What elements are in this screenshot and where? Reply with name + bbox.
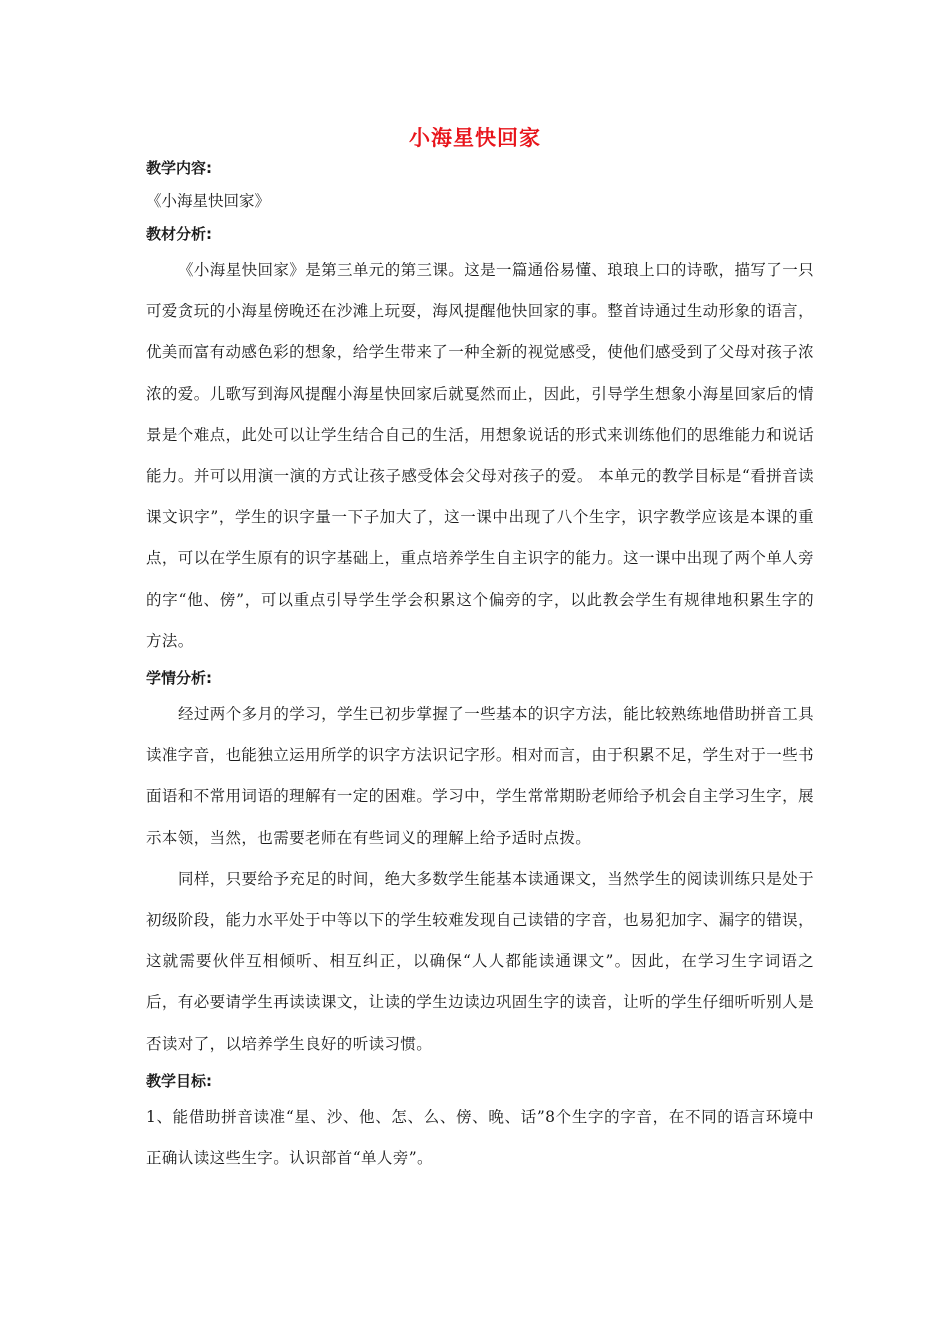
document-title: 小海星快回家 [409, 126, 541, 150]
section-text: 《小海星快回家》 [146, 192, 271, 210]
section-student-analysis [146, 662, 814, 1065]
section-heading: 学情分析: [146, 669, 212, 688]
section-paragraph: 同样，只要给予充足的时间，绝大多数学生能基本读通课文，当然学生的阅读训练只是处于初级阶段，能力水平处于中等以下的学生较难发现自己读错的字音，也易犯加字、漏字的错误，这就需要伙伴互相倾听、相互纠正，以确保“人人都能读通课文”。因此，在学习生字词语之后，有必要请学生再读读课文，让读的学生边读边巩固生字的读音，让听的学生仔细听听别人是否读对了，以培养学生良好的听读习惯。 [146, 869, 815, 1053]
section-material-analysis [146, 218, 814, 662]
goal-item: 1、能借助拼音读准“星、沙、他、怎、么、傍、晚、话”8个生字的字音，在不同的语言环境中正确认读这些生字。认识部首“单人旁”。 [146, 1107, 814, 1168]
section-paragraph: 经过两个多月的学习，学生已初步掌握了一些基本的识字方法，能比较熟练地借助拼音工具读准字音，也能独立运用所学的识字方法识记字形。相对而言，由于积累不足，学生对于一些书面语和不常用词语的理解有一定的困难。学习中，学生常常期盼老师给予机会自主学习生字，展示本领，当然，也需要老师在有些词义的理解上给予适时点拨。 [146, 705, 815, 847]
section-heading: 教学内容: [146, 159, 212, 177]
section-paragraph: 《小海星快回家》是第三单元的第三课。这是一篇通俗易懂、琅琅上口的诗歌，描写了一只可爱贪玩的小海星傍晚还在沙滩上玩耍，海风提醒他快回家的事。整首诗通过生动形象的语言，优美而富有动感色彩的想象，给学生带来了一种全新的视觉感受，使他们感受到了父母对孩子浓浓的爱。儿歌写到海风提醒小海星快回家后就戛然而止，因此，引导学生想象小海星回家后的情景是个难点，此处可以让学生结合自己的生活，用想象说话的形式来训练他们的思维能力和说话能力。并可以用演一演的方式让孩子感受体会父母对孩子的爱。 本单元的教学目标是“看拼音读课文识字”，学生的识字量一下子加大了，这一课中出现了八个生字，识字教学应该是本课的重点，可以在学生原有的识字基础上，重点培养学生自主识字的能力。这一课中出现了两个单人旁的字“他、傍”，可以重点引导学生学会积累这个偏旁的字，以此教会学生有规律地积累生字的方法。 [146, 261, 815, 650]
section-teaching-content [146, 152, 814, 218]
section-teaching-goals [146, 1065, 814, 1179]
section-heading: 教材分析: [146, 225, 212, 243]
section-heading: 教学目标: [146, 1071, 212, 1090]
document-body [146, 152, 814, 1179]
